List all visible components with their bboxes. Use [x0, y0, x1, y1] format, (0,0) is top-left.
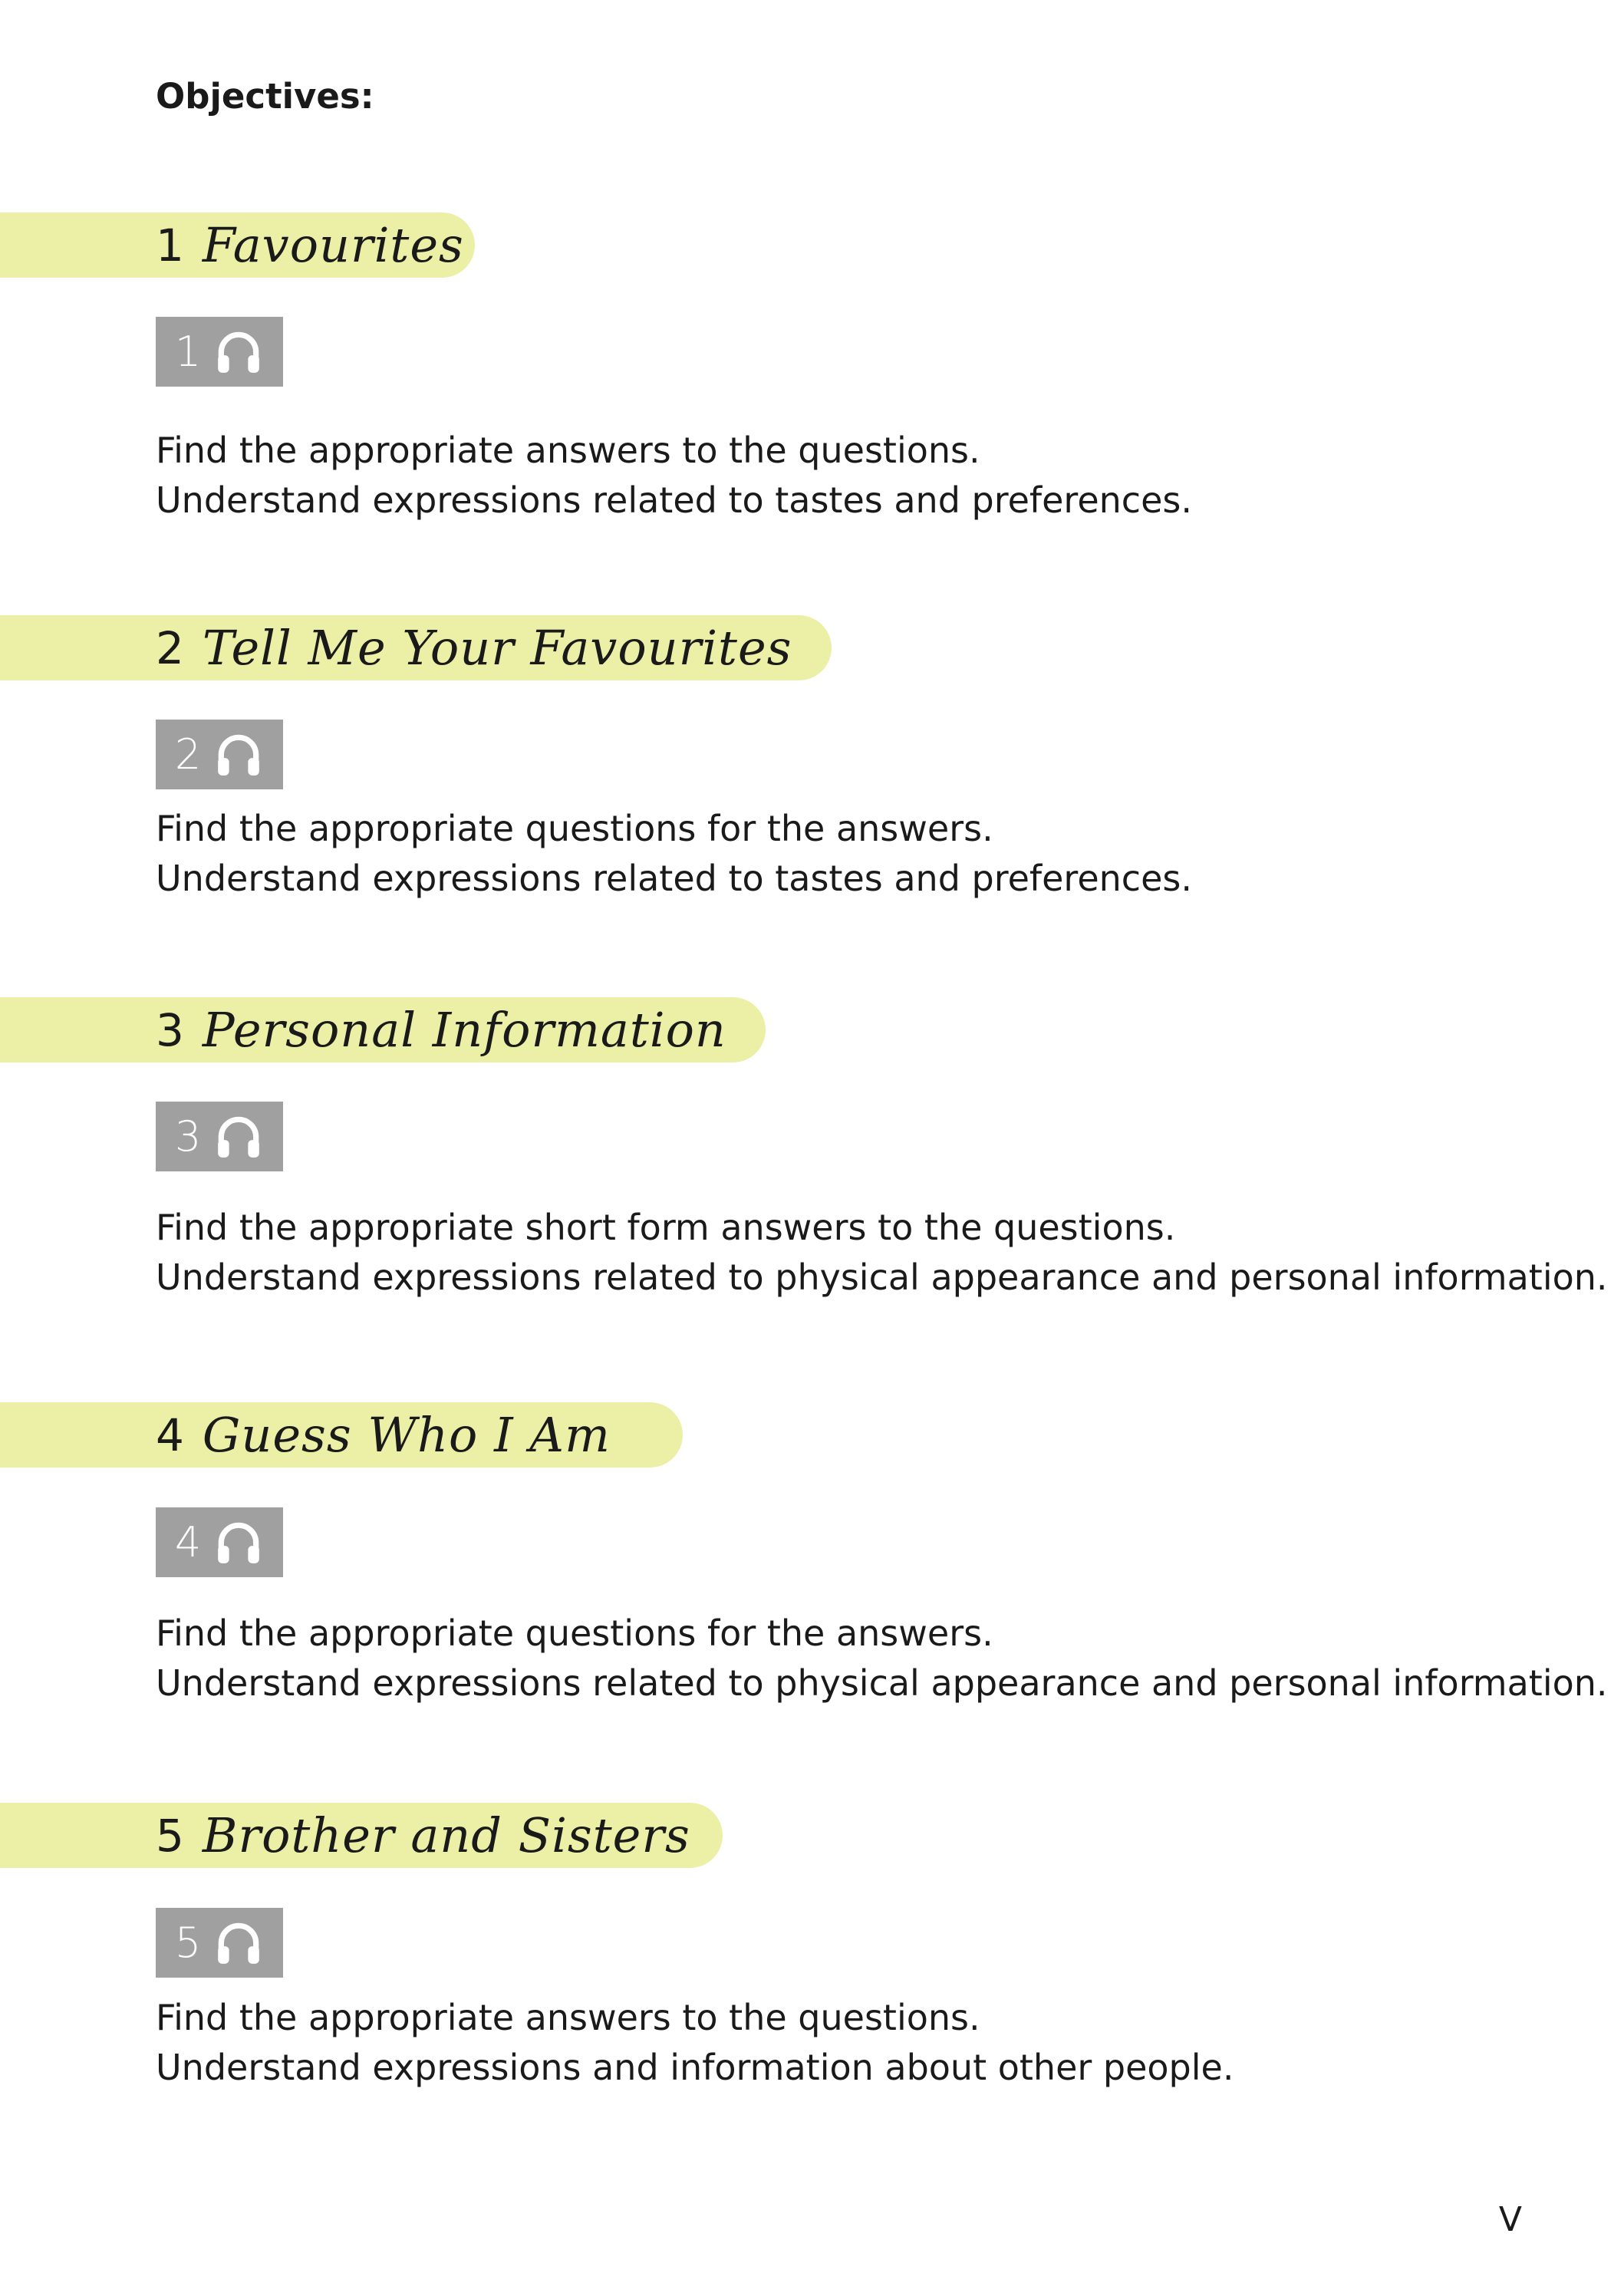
unit-3-objectives — [156, 1203, 1608, 1303]
audio-track-button-4[interactable] — [156, 1507, 283, 1577]
track-number: 3 — [174, 1112, 202, 1161]
unit-4-objectives — [156, 1609, 1608, 1708]
track-number: 1 — [174, 327, 202, 376]
unit-title-bar-1 — [0, 212, 475, 278]
unit-5-objectives — [156, 1993, 1234, 2093]
unit-2-objectives — [156, 804, 1192, 904]
objective-line: Find the appropriate answers to the questions. — [156, 1997, 980, 2038]
page-heading: Objectives: — [156, 76, 374, 117]
headphones-icon — [213, 1112, 264, 1162]
unit-title: Favourites — [202, 217, 464, 273]
objective-line: Understand expressions related to tastes and preferences. — [156, 479, 1192, 521]
audio-track-button-2[interactable] — [156, 720, 283, 789]
unit-title: Guess Who I Am — [202, 1407, 611, 1463]
unit-title: Tell Me Your Favourites — [202, 620, 792, 676]
unit-title-bar-5 — [0, 1803, 723, 1868]
unit-title-bar-2 — [0, 615, 832, 680]
objective-line: Find the appropriate short form answers to the questions. — [156, 1207, 1176, 1248]
audio-track-button-5[interactable] — [156, 1908, 283, 1978]
page-number: V — [1498, 2200, 1522, 2239]
track-number: 5 — [174, 1918, 202, 1967]
objective-line: Understand expressions related to tastes and preferences. — [156, 858, 1192, 899]
unit-number: 2 — [156, 621, 184, 674]
audio-track-button-3[interactable] — [156, 1102, 283, 1171]
track-number: 4 — [174, 1517, 202, 1566]
objective-line: Understand expressions and information about other people. — [156, 2047, 1234, 2088]
unit-title: Brother and Sisters — [202, 1807, 690, 1863]
track-number: 2 — [174, 730, 202, 779]
unit-title-bar-3 — [0, 997, 766, 1062]
objective-line: Find the appropriate answers to the questions. — [156, 430, 980, 471]
objective-line: Find the appropriate questions for the answers. — [156, 808, 993, 849]
unit-number: 4 — [156, 1408, 184, 1461]
unit-1-objectives — [156, 426, 1192, 525]
headphones-icon — [213, 730, 264, 780]
objective-line: Find the appropriate questions for the answers. — [156, 1612, 993, 1654]
headphones-icon — [213, 327, 264, 377]
headphones-icon — [213, 1517, 264, 1568]
objective-line: Understand expressions related to physical appearance and personal information. — [156, 1257, 1608, 1298]
objective-line: Understand expressions related to physical appearance and personal information. — [156, 1662, 1608, 1704]
unit-title-bar-4 — [0, 1402, 683, 1468]
unit-number: 1 — [156, 219, 184, 272]
unit-title: Personal Information — [202, 1002, 726, 1058]
headphones-icon — [213, 1918, 264, 1968]
unit-number: 3 — [156, 1003, 184, 1056]
unit-number: 5 — [156, 1809, 184, 1862]
audio-track-button-1[interactable] — [156, 317, 283, 387]
